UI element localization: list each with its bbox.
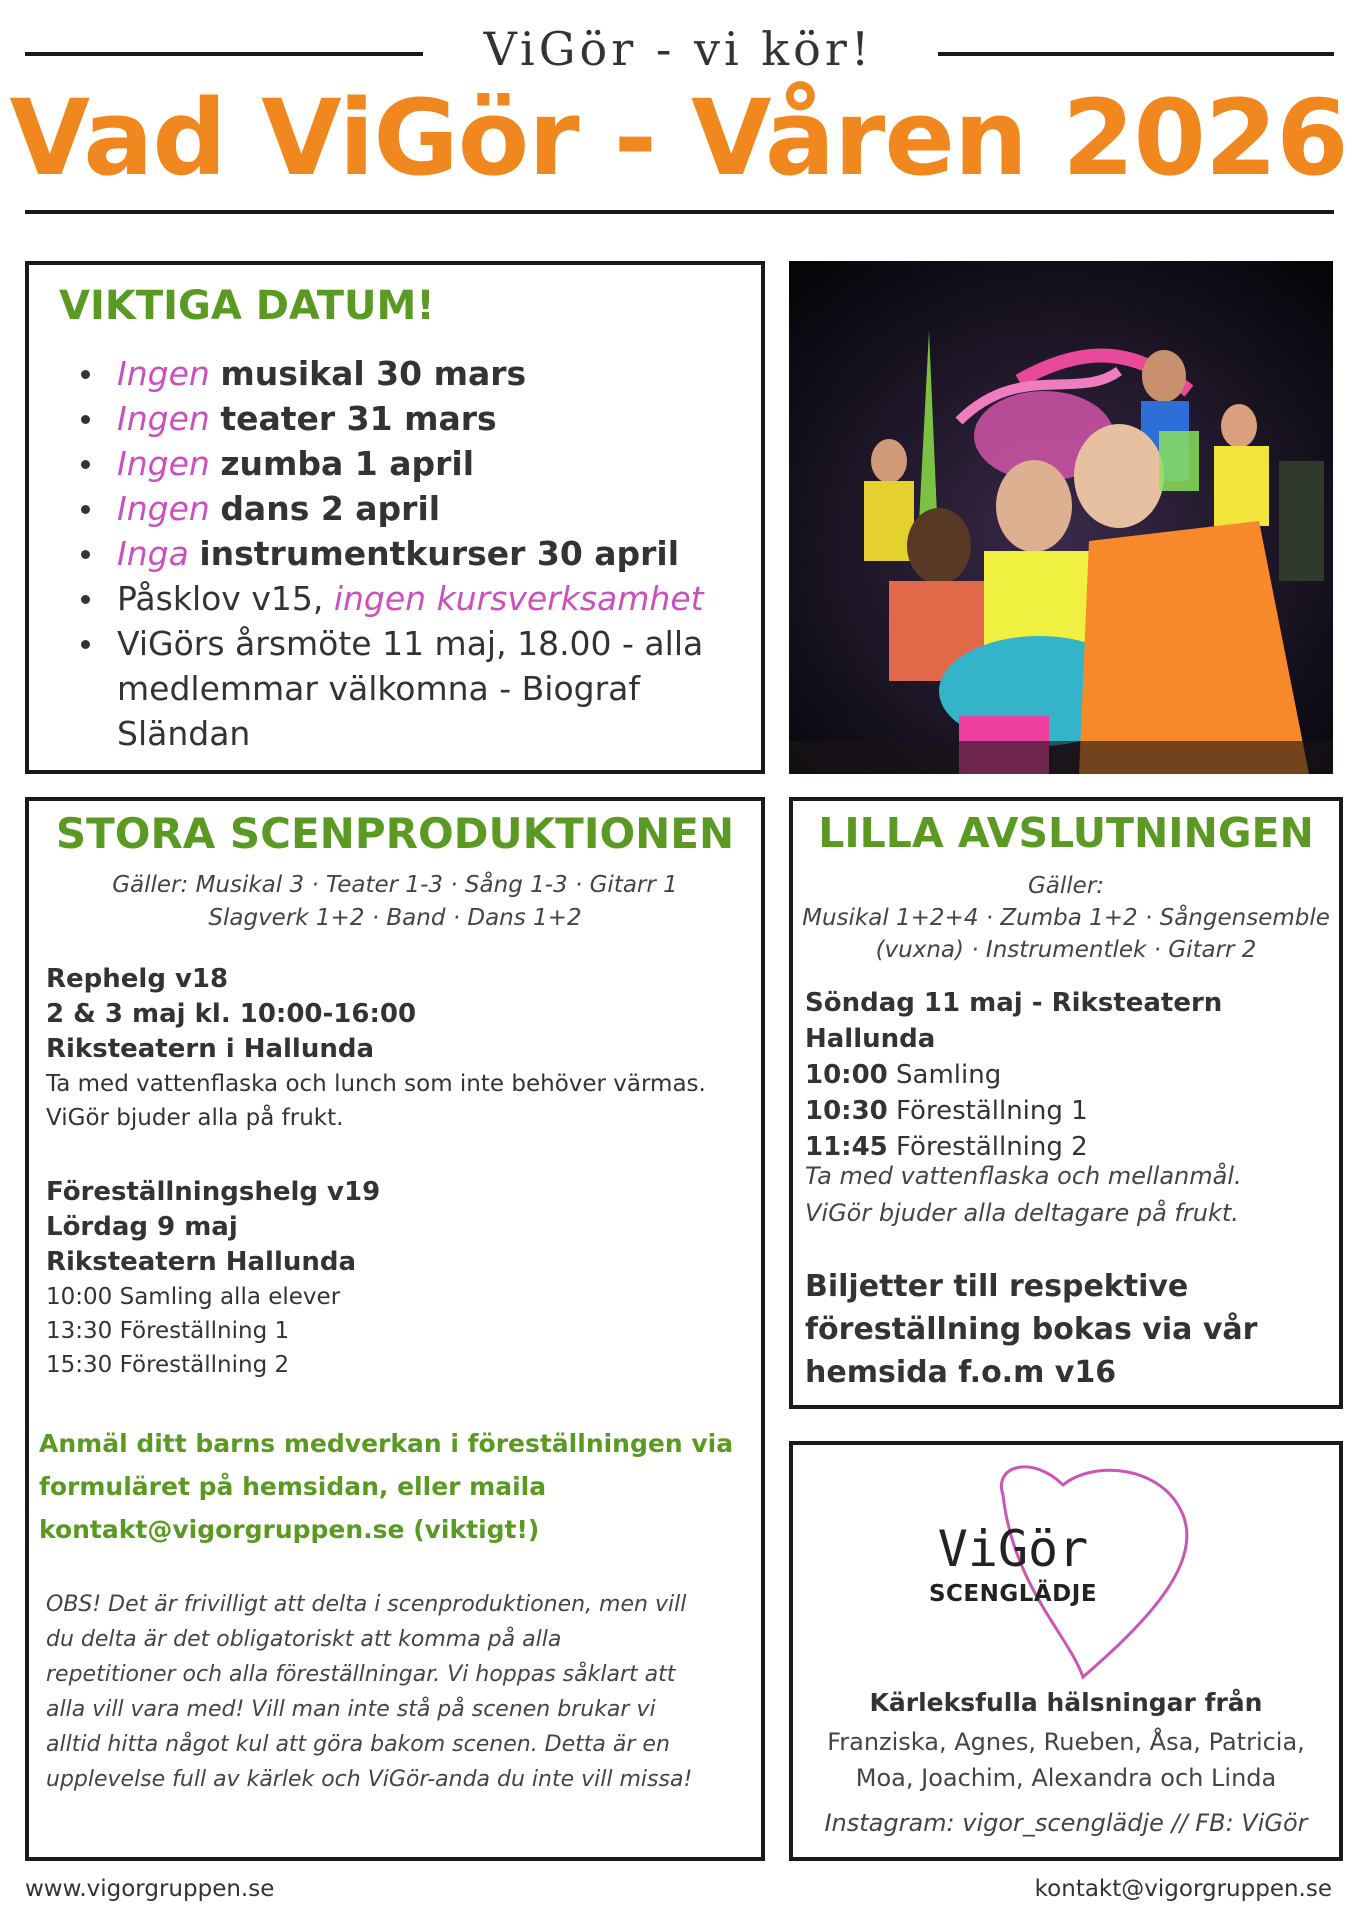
important-dates-heading: VIKTIGA DATUM!	[59, 283, 435, 329]
main-production-applies: Gäller: Musikal 3 · Teater 1-3 · Sång 1-3 · Gitarr 1 Slagverk 1+2 · Band · Dans 1+2	[112, 872, 678, 931]
rehearsal-section	[46, 962, 756, 1135]
date-item-meeting: ViGörs årsmöte 11 maj, 18.00 - alla medlemmar välkomna - Biograf Sländan	[59, 621, 759, 756]
main-production-heading: STORA SCENPRODUKTIONEN	[55, 809, 735, 858]
show-place: Riksteatern Hallunda	[46, 1247, 357, 1277]
rehearsal-time: 2 & 3 maj kl. 10:00-16:00	[46, 999, 417, 1029]
schedule-row: 11:45 Föreställning 2	[805, 1132, 1088, 1162]
date-item: Ingen zumba 1 april	[59, 441, 759, 486]
show-time: 10:00 Samling alla elever	[46, 1284, 341, 1310]
important-dates-box	[25, 261, 765, 774]
show-time: 15:30 Föreställning 2	[46, 1352, 290, 1378]
tagline: ViGör - vi kör!	[483, 22, 874, 76]
logo-subtitle: SCENGLÄDJE	[928, 1581, 1098, 1607]
rehearsal-note: Ta med vattenflaska och lunch som inte behöver värmas.	[46, 1071, 706, 1097]
date-item: Ingen dans 2 april	[59, 486, 759, 531]
rehearsal-place: Riksteatern i Hallunda	[46, 1034, 375, 1064]
main-production-box	[25, 797, 765, 1861]
footer-email[interactable]: kontakt@vigorgruppen.se	[1034, 1876, 1332, 1902]
small-finale-schedule	[805, 985, 1335, 1165]
show-title: Föreställningshelg v19	[46, 1177, 381, 1207]
logo-name: ViGör	[937, 1520, 1089, 1578]
important-dates-list	[59, 351, 759, 756]
small-finale-note: Ta med vattenflaska och mellanmål. ViGör bjuder alla deltagare på frukt.	[805, 1162, 1242, 1227]
performance-photo	[789, 261, 1333, 774]
show-section	[46, 1175, 756, 1382]
social-links: Instagram: vigor_scenglädje // FB: ViGör	[824, 1809, 1308, 1837]
date-item-easter: Påsklov v15, ingen kursverksamhet	[59, 576, 759, 621]
footer-website[interactable]: www.vigorgruppen.se	[25, 1876, 275, 1902]
obs-notice: OBS! Det är frivilligt att delta i scenproduktionen, men vill du delta är det obligatoriskt att komma på alla repetitioner och alla föreställningar. Vi hoppas såklart att alla vill vara med! Vill man inte stå på scenen brukar vi alltid hitta något kul att göra bakom scenen. Detta är en upplevelse full av kärlek och ViGör-anda du inte vill missa!	[46, 1592, 693, 1792]
small-finale-date: Söndag 11 maj - Riksteatern Hallunda	[805, 988, 1223, 1054]
greeting-box	[789, 1441, 1343, 1861]
date-item: Ingen teater 31 mars	[59, 396, 759, 441]
show-date: Lördag 9 maj	[46, 1212, 238, 1242]
greeting-names: Franziska, Agnes, Rueben, Åsa, Patricia, Moa, Joachim, Alexandra och Linda	[827, 1728, 1305, 1792]
rehearsal-title: Rephelg v18	[46, 964, 229, 994]
greeting-heading: Kärleksfulla hälsningar från	[869, 1688, 1263, 1717]
schedule-row: 10:30 Föreställning 1	[805, 1096, 1088, 1126]
date-item: Inga instrumentkurser 30 april	[59, 531, 759, 576]
small-finale-box	[789, 797, 1343, 1409]
schedule-row: 10:00 Samling	[805, 1060, 1002, 1090]
page-title: Vad ViGör - Våren 2026	[9, 77, 1348, 199]
tickets-notice: Biljetter till respektive föreställning bokas via vår hemsida f.o.m v16	[805, 1269, 1258, 1390]
show-time: 13:30 Föreställning 1	[46, 1318, 290, 1344]
rehearsal-note: ViGör bjuder alla på frukt.	[46, 1105, 344, 1131]
small-finale-applies: Gäller: Musikal 1+2+4 · Zumba 1+2 · Sångensemble (vuxna) · Instrumentlek · Gitarr 2	[802, 873, 1330, 963]
header-rule-bottom	[25, 210, 1334, 214]
date-item: Ingen musikal 30 mars	[59, 351, 759, 396]
signup-notice: Anmäl ditt barns medverkan i föreställningen via formuläret på hemsidan, eller maila kontakt@vigorgruppen.se (viktigt!)	[39, 1429, 734, 1544]
small-finale-heading: LILLA AVSLUTNINGEN	[818, 809, 1314, 857]
